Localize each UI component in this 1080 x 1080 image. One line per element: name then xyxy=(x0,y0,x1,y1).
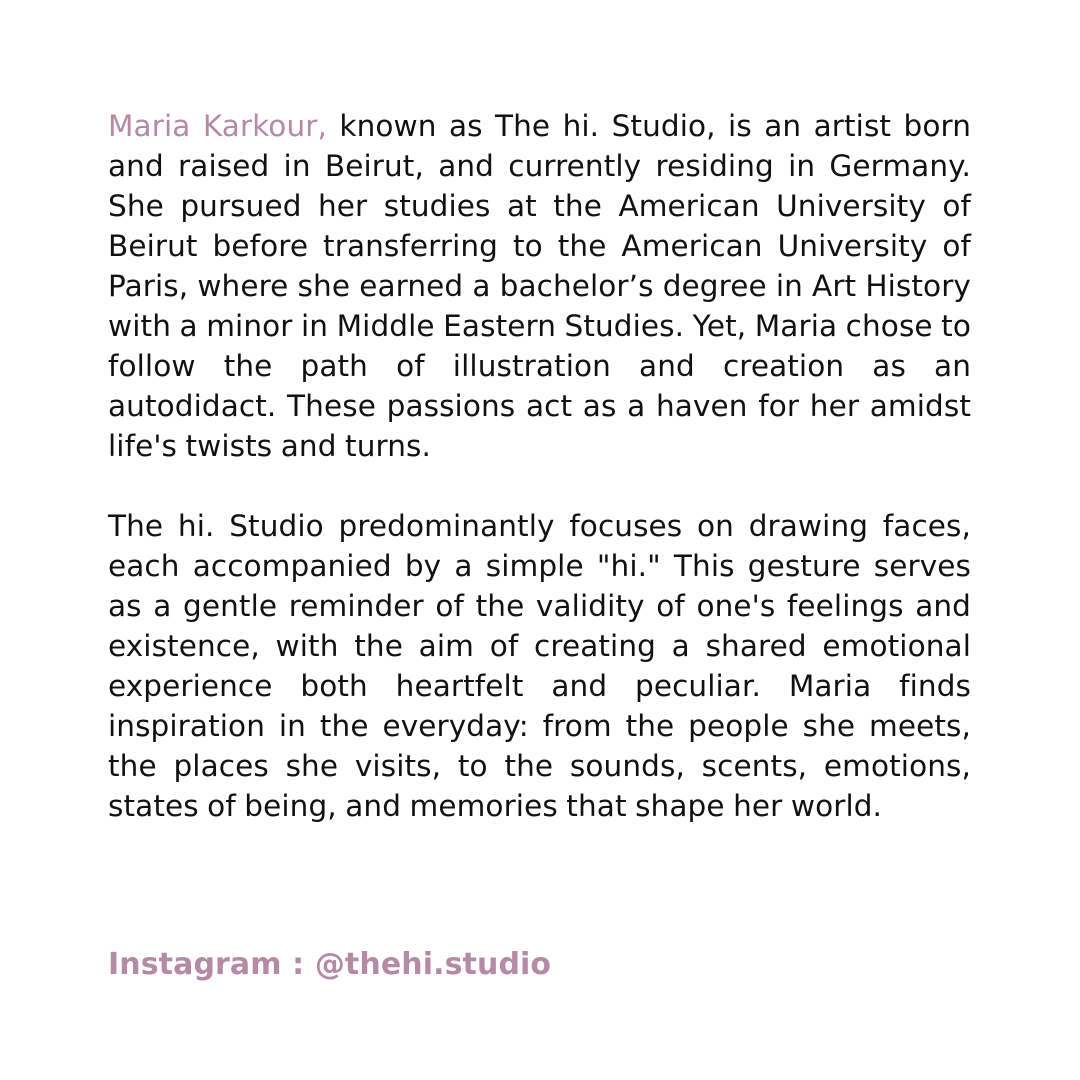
instagram-handle-link[interactable]: Instagram : @thehi.studio xyxy=(108,947,552,982)
bio-paragraph-intro-text: known as The hi. Studio, is an artist born and raised in Beirut, and currently residing in Germany. She pursued her studies at the American University of Beirut before transferring to the American University of Paris, where she earned a bachelor’s degree in Art History with a minor in Middle Eastern Studies. Yet, Maria chose to follow the path of illustration and creation as an autodidact. These passions act as a haven for her amidst life's twists and turns. xyxy=(108,109,971,463)
artist-name: Maria Karkour, xyxy=(108,109,327,143)
bio-paragraph-intro xyxy=(108,106,971,466)
artist-bio xyxy=(108,106,971,826)
bio-paragraph-studio: The hi. Studio predominantly focuses on drawing faces, each accompanied by a simple "hi." This gesture serves as a gentle reminder of the validity of one's feelings and existence, with the aim of creating a shared emotional experience both heartfelt and peculiar. Maria finds inspiration in the everyday: from the people she meets, the places she visits, to the sounds, scents, emotions, states of being, and memories that shape her world. xyxy=(108,509,971,823)
